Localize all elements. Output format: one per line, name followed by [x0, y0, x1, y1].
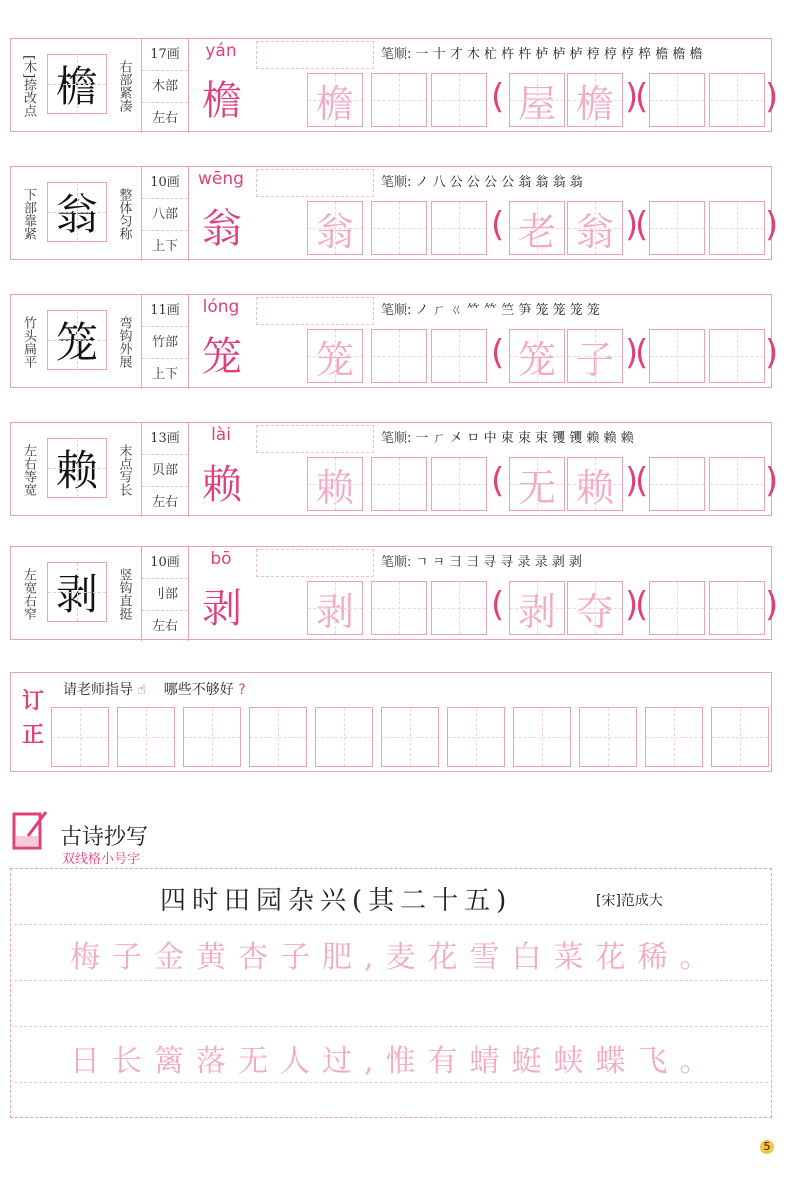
practice-cell[interactable]: 夺	[567, 581, 623, 635]
stroke-count: 10画	[142, 547, 188, 579]
correction-cell[interactable]	[645, 707, 703, 767]
paren-close: )	[765, 77, 779, 117]
left-hint: 竹头扁平	[21, 316, 36, 368]
practice-cell[interactable]: 子	[567, 329, 623, 383]
pinyin-writing-grid[interactable]	[256, 169, 374, 197]
stroke-count: 11画	[142, 295, 188, 327]
paren-open: (	[635, 585, 649, 625]
left-hint: 下部靠紧	[21, 188, 36, 240]
paren-close: )	[625, 205, 639, 245]
practice-cell[interactable]	[709, 581, 765, 635]
right-hint: 弯钩外展	[116, 316, 132, 368]
pointer-icon: ☝	[137, 682, 146, 698]
structure: 上下	[151, 239, 178, 254]
paren-close: )	[625, 333, 639, 373]
right-hint: 竖钩直挺	[116, 568, 132, 620]
paren-open: (	[635, 205, 649, 245]
practice-cell[interactable]	[431, 581, 487, 635]
char-practice-block	[10, 294, 779, 388]
stroke-count: 10画	[142, 167, 188, 199]
pinyin: wēng	[198, 169, 244, 189]
stroke-order: 笔顺: 一 十 才 木 杧 杵 杵 栌 栌 栌 梈 梈 梈 椊 檐 檐 檐	[381, 47, 703, 62]
pinyin: lóng	[202, 297, 240, 317]
char-meta	[141, 547, 189, 641]
paren-open: (	[491, 461, 505, 501]
poem-author: [宋]范成大	[596, 893, 663, 909]
not-good-text: 哪些不够好	[163, 682, 234, 698]
paren-close: )	[765, 585, 779, 625]
poem-section-title: 古诗抄写	[60, 825, 149, 850]
structure: 左右	[151, 619, 178, 634]
radical: 竹部	[142, 327, 188, 359]
practice-cell[interactable]: 檐	[567, 73, 623, 127]
poem-line-2: 日长篱落无人过,惟有蜻蜓蛱蝶飞。	[70, 1044, 722, 1079]
page-number: 5	[760, 1140, 774, 1154]
model-character: 赖	[47, 438, 107, 498]
practice-cell[interactable]	[649, 457, 705, 511]
pinyin-writing-grid[interactable]	[256, 549, 374, 577]
model-character: 翁	[47, 182, 107, 242]
pink-character: 笼	[202, 333, 242, 380]
paren-close: )	[625, 77, 639, 117]
stroke-order: 笔顺: ノ ㄏ ㄍ 𥫗 𥫗 竺 笋 笼 笼 笼 笼	[381, 303, 600, 318]
correction-cell[interactable]	[183, 707, 241, 767]
practice-cell[interactable]: 笼	[509, 329, 565, 383]
pink-character: 檐	[202, 77, 242, 124]
poem-section-subtitle: 双线格小号字	[62, 852, 141, 867]
pinyin: bō	[210, 549, 232, 569]
practice-cell[interactable]: 无	[509, 457, 565, 511]
question-icon: ?	[238, 682, 246, 698]
char-meta	[141, 295, 189, 389]
paren-close: )	[765, 333, 779, 373]
practice-cell[interactable]	[431, 73, 487, 127]
practice-cell[interactable]	[431, 201, 487, 255]
correction-cell[interactable]	[447, 707, 505, 767]
structure: 左右	[151, 495, 178, 510]
practice-cell[interactable]: 赖	[567, 457, 623, 511]
correction-note	[63, 679, 246, 699]
correction-cell[interactable]	[381, 707, 439, 767]
poem-title: 四时田园杂兴(其二十五)	[160, 886, 513, 916]
correction-label: 订 正	[21, 689, 44, 748]
practice-cell[interactable]	[709, 329, 765, 383]
correction-cell[interactable]	[711, 707, 769, 767]
practice-cell[interactable]	[371, 329, 427, 383]
paren-close: )	[765, 205, 779, 245]
pink-character: 翁	[202, 205, 242, 252]
practice-cell[interactable]: 剥	[509, 581, 565, 635]
practice-cell[interactable]: 笼	[307, 329, 363, 383]
paren-close: )	[625, 585, 639, 625]
practice-cell[interactable]	[709, 457, 765, 511]
stroke-count: 13画	[142, 423, 188, 455]
model-character: 剥	[47, 562, 107, 622]
stroke-order: 笔顺: 一 ㄏ 㐅 ㅁ 中 束 束 束 䦆 䦆 赖 赖 赖	[381, 431, 634, 446]
paren-open: (	[491, 333, 505, 373]
correction-cell[interactable]	[249, 707, 307, 767]
right-hint: 末点写长	[116, 444, 132, 496]
correction-cell[interactable]	[579, 707, 637, 767]
correction-cell[interactable]	[315, 707, 373, 767]
practice-cell[interactable]	[371, 201, 427, 255]
practice-cell[interactable]	[431, 329, 487, 383]
structure: 左右	[151, 111, 178, 126]
practice-cell[interactable]: 赖	[307, 457, 363, 511]
char-meta	[141, 167, 189, 261]
pink-character: 剥	[202, 585, 242, 632]
pinyin-writing-grid[interactable]	[256, 297, 374, 325]
paren-open: (	[635, 333, 649, 373]
pinyin: lài	[211, 425, 231, 445]
paren-open: (	[491, 205, 505, 245]
correction-cell[interactable]	[51, 707, 109, 767]
correction-cell[interactable]	[117, 707, 175, 767]
model-character: 檐	[47, 54, 107, 114]
left-hint: 左右等宽	[21, 444, 36, 496]
practice-cell[interactable]	[649, 73, 705, 127]
practice-cell[interactable]: 剥	[307, 581, 363, 635]
stroke-count: 17画	[142, 39, 188, 71]
paren-open: (	[491, 585, 505, 625]
char-meta	[141, 39, 189, 133]
practice-cell[interactable]	[709, 201, 765, 255]
practice-cell[interactable]: 翁	[567, 201, 623, 255]
stroke-order: 笔顺: ㄱ ㅋ 彐 彐 寻 寻 录 录 剥 剥	[381, 555, 582, 570]
correction-cell[interactable]	[513, 707, 571, 767]
practice-cell[interactable]: 翁	[307, 201, 363, 255]
practice-cell[interactable]	[709, 73, 765, 127]
practice-cell[interactable]	[649, 329, 705, 383]
left-hint: [木]捺改点	[21, 54, 36, 118]
pink-character: 赖	[202, 461, 242, 508]
practice-cell[interactable]	[371, 457, 427, 511]
right-hint: 整体匀称	[116, 188, 132, 240]
radical: 木部	[142, 71, 188, 103]
practice-cell[interactable]: 檐	[307, 73, 363, 127]
char-practice-block	[10, 38, 779, 132]
poem-line-1: 梅子金黄杏子肥,麦花雪白菜花稀。	[70, 940, 722, 975]
right-hint: 右部紧凑	[116, 60, 132, 112]
radical: 八部	[142, 199, 188, 231]
paren-close: )	[765, 461, 779, 501]
radical: 贝部	[142, 455, 188, 487]
radical: 刂部	[142, 579, 188, 611]
pinyin-writing-grid[interactable]	[256, 425, 374, 453]
pinyin: yán	[205, 41, 237, 61]
practice-cell[interactable]	[431, 457, 487, 511]
char-practice-block	[10, 422, 779, 516]
practice-cell[interactable]	[371, 581, 427, 635]
practice-cell[interactable]	[371, 73, 427, 127]
correction-block	[10, 672, 772, 772]
practice-cell[interactable]	[649, 201, 705, 255]
char-meta	[141, 423, 189, 517]
stroke-order: 笔顺: ノ 八 公 公 公 公 翁 翁 翁 翁	[381, 175, 583, 190]
char-practice-block	[10, 546, 779, 640]
paren-close: )	[625, 461, 639, 501]
pinyin-writing-grid[interactable]	[256, 41, 374, 69]
paren-open: (	[635, 77, 649, 117]
model-character: 笼	[47, 310, 107, 370]
teacher-guide-text: 请老师指导	[63, 682, 133, 698]
paren-open: (	[635, 461, 649, 501]
left-hint: 左宽右窄	[21, 568, 36, 620]
paren-open: (	[491, 77, 505, 117]
structure: 上下	[151, 367, 178, 382]
char-practice-block	[10, 166, 779, 260]
practice-cell[interactable]	[649, 581, 705, 635]
practice-cell[interactable]: 老	[509, 201, 565, 255]
practice-cell[interactable]: 屋	[509, 73, 565, 127]
notebook-pencil-icon	[10, 806, 52, 854]
